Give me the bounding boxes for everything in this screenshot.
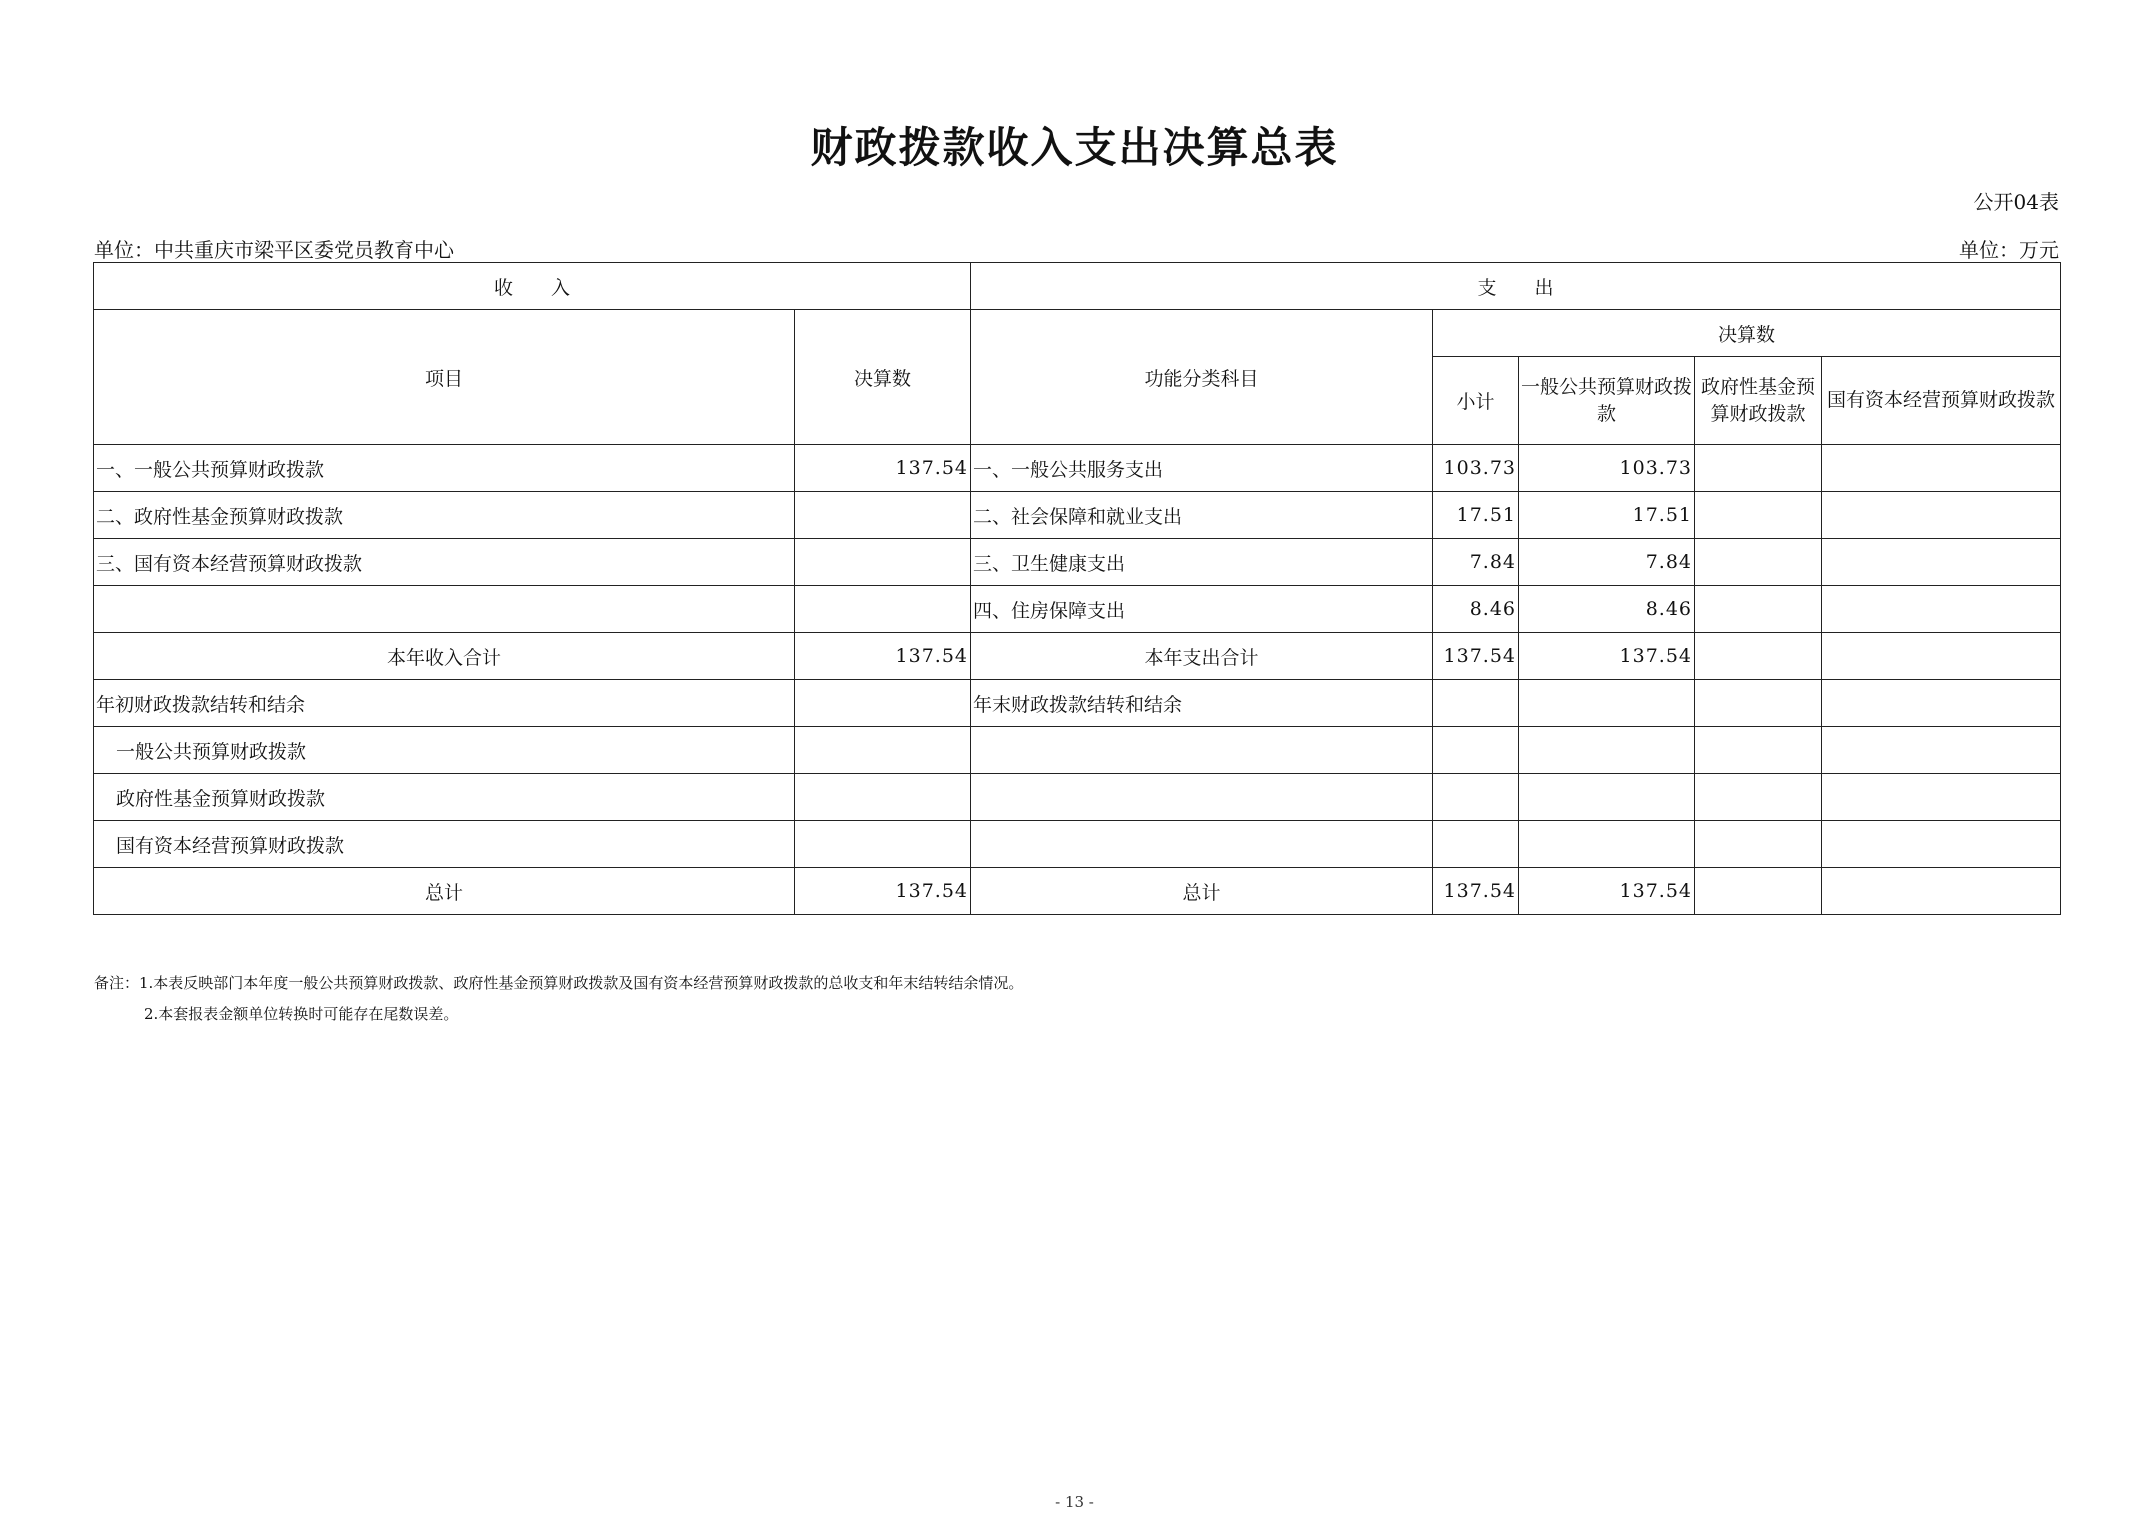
exp-item: 本年支出合计 <box>971 633 1433 680</box>
exp-general: 137.54 <box>1519 633 1695 680</box>
income-header: 收 入 <box>94 263 971 310</box>
income-amount <box>795 774 971 821</box>
income-item: 一、一般公共预算财政拨款 <box>94 445 795 492</box>
exp-item: 一、一般公共服务支出 <box>971 445 1433 492</box>
exp-subtotal: 103.73 <box>1433 445 1519 492</box>
exp-item: 三、卫生健康支出 <box>971 539 1433 586</box>
exp-subtotal: 137.54 <box>1433 868 1519 915</box>
notes <box>94 968 1023 1030</box>
exp-state-capital <box>1822 727 2061 774</box>
exp-gov-fund <box>1695 774 1822 821</box>
table-row-year-total <box>94 633 2061 680</box>
exp-general <box>1519 774 1695 821</box>
expenditure-header: 支 出 <box>971 263 2061 310</box>
gov-fund-header: 政府性基金预算财政拨款 <box>1695 357 1822 445</box>
exp-gov-fund <box>1695 586 1822 633</box>
exp-subtotal <box>1433 821 1519 868</box>
exp-subtotal: 7.84 <box>1433 539 1519 586</box>
exp-state-capital <box>1822 821 2061 868</box>
income-item <box>94 586 795 633</box>
income-item: 国有资本经营预算财政拨款 <box>94 821 795 868</box>
income-item: 本年收入合计 <box>94 633 795 680</box>
exp-gov-fund <box>1695 445 1822 492</box>
exp-final-amount-header: 决算数 <box>1433 310 2061 357</box>
income-item: 总计 <box>94 868 795 915</box>
exp-state-capital <box>1822 492 2061 539</box>
page-title: 财政拨款收入支出决算总表 <box>810 123 1339 172</box>
exp-state-capital <box>1822 868 2061 915</box>
note-line-2: 2.本套报表金额单位转换时可能存在尾数误差。 <box>144 1005 459 1023</box>
income-item: 年初财政拨款结转和结余 <box>94 680 795 727</box>
exp-item: 四、住房保障支出 <box>971 586 1433 633</box>
exp-general <box>1519 727 1695 774</box>
exp-subtotal: 17.51 <box>1433 492 1519 539</box>
table-row <box>94 445 2061 492</box>
exp-general: 8.46 <box>1519 586 1695 633</box>
exp-gov-fund <box>1695 633 1822 680</box>
subtotal-header: 小计 <box>1433 357 1519 445</box>
table-row <box>94 821 2061 868</box>
table-row <box>94 586 2061 633</box>
table-row <box>94 774 2061 821</box>
exp-state-capital <box>1822 633 2061 680</box>
function-category-header: 功能分类科目 <box>971 310 1433 445</box>
exp-gov-fund <box>1695 680 1822 727</box>
exp-general: 103.73 <box>1519 445 1695 492</box>
income-item: 一般公共预算财政拨款 <box>94 727 795 774</box>
exp-subtotal <box>1433 774 1519 821</box>
header-row-2 <box>94 310 2061 357</box>
income-item: 政府性基金预算财政拨款 <box>94 774 795 821</box>
income-amount: 137.54 <box>795 633 971 680</box>
exp-subtotal <box>1433 727 1519 774</box>
exp-gov-fund <box>1695 539 1822 586</box>
exp-item: 总计 <box>971 868 1433 915</box>
exp-state-capital <box>1822 680 2061 727</box>
exp-general: 137.54 <box>1519 868 1695 915</box>
exp-item <box>971 821 1433 868</box>
table-code: 公开04表 <box>1973 190 2059 214</box>
exp-general: 17.51 <box>1519 492 1695 539</box>
income-item: 三、国有资本经营预算财政拨款 <box>94 539 795 586</box>
table-row <box>94 680 2061 727</box>
exp-general <box>1519 680 1695 727</box>
exp-item: 二、社会保障和就业支出 <box>971 492 1433 539</box>
header-row-1 <box>94 263 2061 310</box>
exp-gov-fund <box>1695 868 1822 915</box>
exp-general: 7.84 <box>1519 539 1695 586</box>
exp-state-capital <box>1822 445 2061 492</box>
income-amount: 137.54 <box>795 868 971 915</box>
income-amount <box>795 680 971 727</box>
exp-item <box>971 727 1433 774</box>
income-amount <box>795 539 971 586</box>
table-row-grand-total <box>94 868 2061 915</box>
exp-subtotal <box>1433 680 1519 727</box>
table-row <box>94 539 2061 586</box>
exp-state-capital <box>1822 539 2061 586</box>
income-amount: 137.54 <box>795 445 971 492</box>
exp-state-capital <box>1822 774 2061 821</box>
final-amount-header: 决算数 <box>795 310 971 445</box>
state-capital-header: 国有资本经营预算财政拨款 <box>1822 357 2061 445</box>
unit-label: 单位：中共重庆市梁平区委党员教育中心 <box>94 238 454 262</box>
note-line-1: 备注：1.本表反映部门本年度一般公共预算财政拨款、政府性基金预算财政拨款及国有资本经营预算财政拨款的总收支和年末结转结余情况。 <box>94 974 1024 992</box>
exp-state-capital <box>1822 586 2061 633</box>
exp-item <box>971 774 1433 821</box>
income-item: 二、政府性基金预算财政拨款 <box>94 492 795 539</box>
table-row <box>94 727 2061 774</box>
income-amount <box>795 492 971 539</box>
income-amount <box>795 821 971 868</box>
exp-gov-fund <box>1695 727 1822 774</box>
exp-gov-fund <box>1695 821 1822 868</box>
exp-item: 年末财政拨款结转和结余 <box>971 680 1433 727</box>
fiscal-summary-table <box>93 262 2061 915</box>
income-amount <box>795 586 971 633</box>
exp-gov-fund <box>1695 492 1822 539</box>
income-amount <box>795 727 971 774</box>
exp-general <box>1519 821 1695 868</box>
exp-subtotal: 8.46 <box>1433 586 1519 633</box>
exp-subtotal: 137.54 <box>1433 633 1519 680</box>
unit-currency: 单位：万元 <box>1959 238 2059 262</box>
table-row <box>94 492 2061 539</box>
item-header: 项目 <box>94 310 795 445</box>
page-number: - 13 - <box>1055 1493 1094 1511</box>
general-public-header: 一般公共预算财政拨款 <box>1519 357 1695 445</box>
